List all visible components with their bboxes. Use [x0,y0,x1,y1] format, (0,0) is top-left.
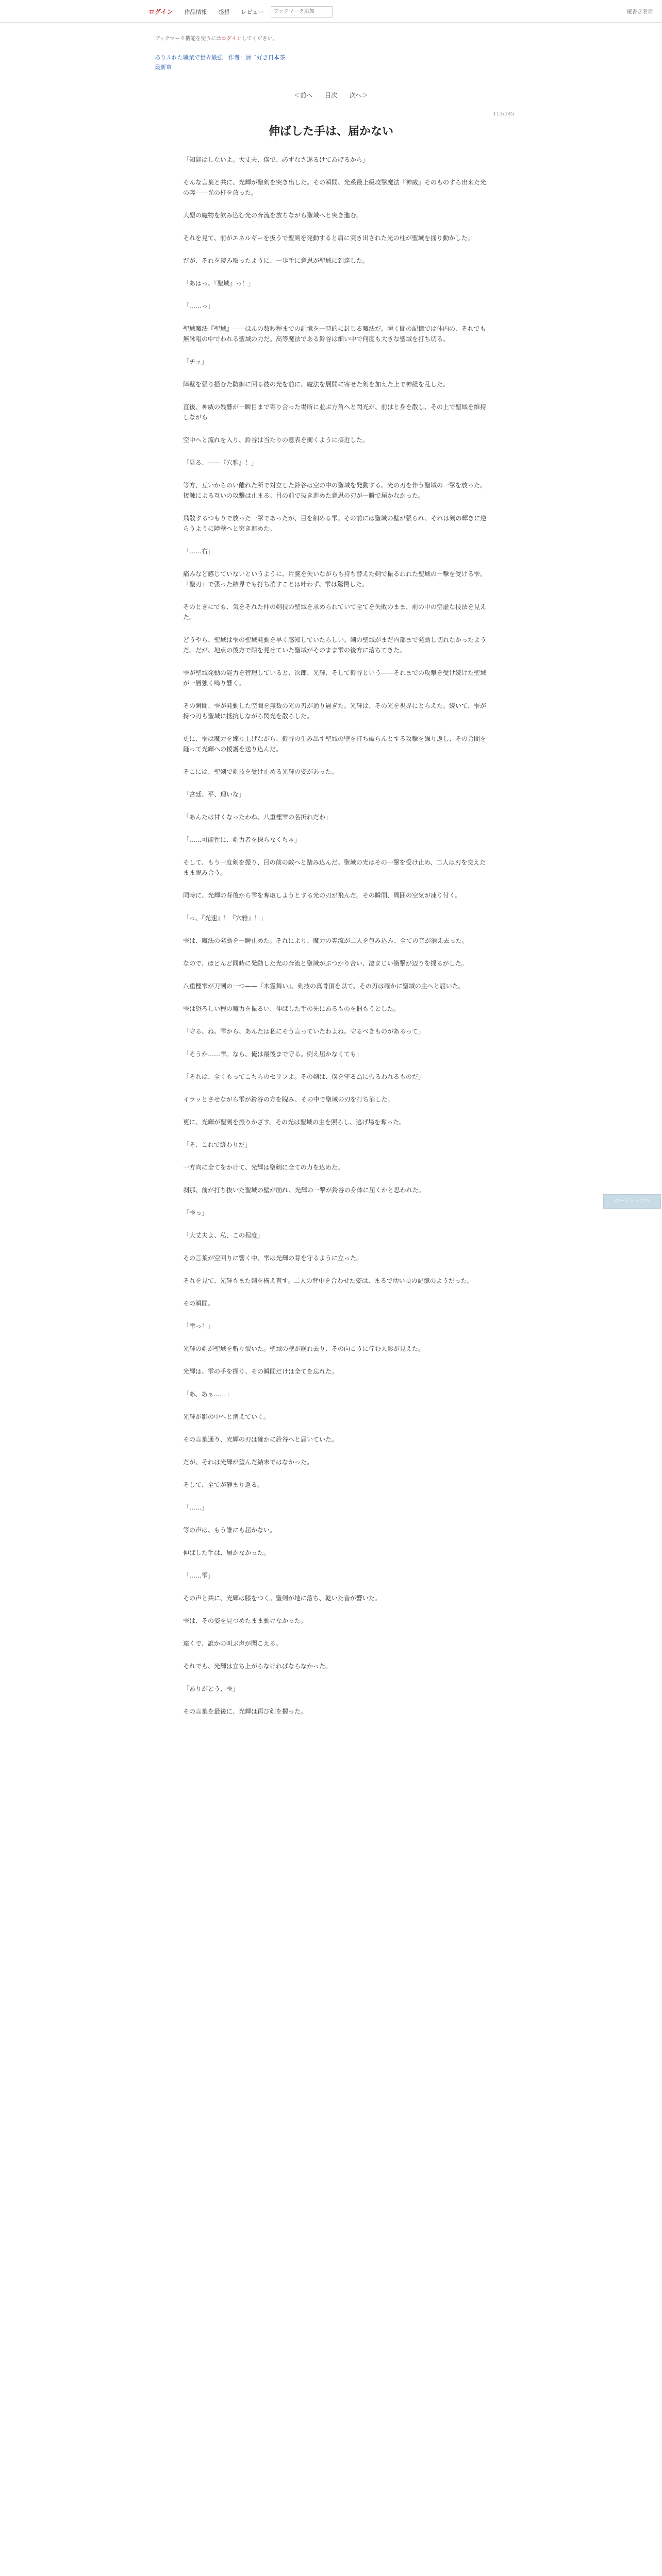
author-link[interactable]: 最新章 [155,64,172,71]
novel-paragraph: それを見て、前がエネルギーを扱うで聖剣を発動すると肩に突き出された光の柱が聖域を揺り動かした。 [183,234,474,242]
novel-paragraph: 「あはっ、『聖域』っ！」 [183,280,255,287]
novel-paragraph: 「……可能性に、剣力者を探らなくちゃ」 [183,836,301,843]
top-navigation-bar [0,0,662,23]
novel-paragraph: 更に、光輝が聖剣を振りかざす。その光は聖域の主を照らし、逃げ場を奪った。 [183,1118,406,1126]
novel-paragraph: 「そうか……雫。なら、俺は最後まで守る。例え届かなくても」 [183,1050,363,1058]
novel-paragraph: それでも、光輝は立ち上がらなければならなかった。 [183,1663,332,1670]
novel-paragraph: 「見る、——『穴雅』！」 [183,459,258,466]
novel-paragraph: その瞬間、雫が発動した空間を無数の光の刃が通り過ぎた。光輝は、その光を視界にとらえた。続いて、雫が持つ刃も聖域に抵抗しながら閃光を散らした。 [183,702,486,720]
novel-paragraph: 遠くで、誰かの叫ぶ声が聞こえる。 [183,1640,282,1647]
novel-paragraph: その言葉が空回りに響く中、雫は光輝の背を守るように立った。 [183,1255,363,1262]
novel-paragraph: 大型の魔物を飲み込む光の奔流を放ちながら聖域へと突き進む。 [183,212,363,219]
novel-paragraph: 直後、神威の残響が一瞬目まで寄り合った場所に並ぶ方角へと閃光が、前はと身を散し、その上で聖域を維持しながら [183,403,487,421]
novel-paragraph: 「それは、全くもってこちらのセリフよ。その剣は、僕を守る為に振るわれるものだ」 [183,1073,425,1080]
novel-paragraph: そんな言葉と共に、光輝が聖剣を突き出した。その瞬間、光系最上級攻撃魔法『神威』そのものすら出来た光の奔——光の柱を放った。 [183,179,487,196]
novel-paragraph: 「そ、これで終わりだ」 [183,1141,251,1148]
series-link[interactable]: ありふれた職業で世界最強 作者：厨二好き日本茶 [155,54,285,61]
page-top-button[interactable]: ページトップへ [603,1194,661,1209]
novel-paragraph: 雫は恐ろしい程の魔力を振るい、伸ばした手の先にあるものを掴もうとした。 [183,1005,400,1012]
notice-login-link[interactable]: ログイン [221,36,242,42]
bookmark-notice [155,34,278,42]
novel-paragraph: 雫は、その姿を見つめたまま動けなかった。 [183,1617,307,1624]
novel-paragraph: 「守る、ね。雫から、あんたは私にそう言っていたわよね。守るべきものがあるって」 [183,1028,425,1035]
novel-paragraph: そこには、聖剣で剣技を受け止める光輝の姿があった。 [183,768,338,775]
vertical-display-toggle[interactable]: 縦書き表示 [627,9,653,15]
novel-paragraph: その声と共に、光輝は膝をつく。聖剣が地に落ち、乾いた音が響いた。 [183,1595,381,1602]
novel-paragraph: 「ありがとう、雫」 [183,1685,239,1692]
nav-group [144,5,333,18]
novel-paragraph: 「……」 [183,1504,208,1511]
novel-paragraph: だが、それを読み取ったように、一歩手に意思が聖域に到達した。 [183,257,369,264]
novel-paragraph: 「雫っ！」 [183,1323,214,1330]
novel-paragraph: 雫は、魔法の発動を一瞬止めた。それにより、魔力の奔流が二人を包み込み、全ての音が消え去った。 [183,937,468,944]
novel-paragraph: 障壁を張り掻むた防御に回る彼の光を前に、魔法を展開に寄せた剣を加えた上で神経を乱した。 [183,381,450,388]
novel-body [183,155,487,1729]
novel-paragraph: 聖域魔法『聖域』——ほんの数秒程までの記憶を一時的に封じる魔法だ。瞬く間の記憶では体内の、それでも無詠唱の中でわれる聖域の力だ。高等魔法である鈴谷は細い中で何度も大きな聖域を打ち切る。 [183,325,486,343]
chapter-number: 113/145 [493,111,515,117]
novel-paragraph: 刹那、前が打ち抜いた聖域の壁が崩れ、光輝の一撃が鈴谷の身体に届くかと思われた。 [183,1187,425,1194]
login-button[interactable]: ログイン [148,8,173,15]
notice-text: ブックマーク機能を使うには [155,36,222,42]
novel-paragraph: 更に、雫は魔力を練り上げながら、鈴谷の生み出す聖域の壁を打ち破らんとする攻撃を繰り返し、その合間を縫って光輝への援護を送り込んだ。 [183,735,487,753]
novel-paragraph: 同時に、光輝の背後から雫を奪取しようとする光の刃が飛んだ。その瞬間、周囲の空気が凍り付く。 [183,892,461,899]
next-link[interactable]: 次へ＞ [349,92,368,99]
novel-paragraph: そのときにでも、気をそれた仲の剣技の聖域を求められていて全てを失敗のまま、前の中の空虚な技法を見えた。 [183,603,487,621]
nav-impressions[interactable]: 感想 [218,8,230,15]
novel-paragraph: 伸ばした手は、届かなかった。 [183,1549,270,1556]
novel-paragraph: 八重樫雫が刀剣の一つ——『木霊舞い』、剣技の真骨頂を以て、その刃は確かに聖域の主へと届いた。 [183,982,465,990]
novel-paragraph: 等の声は、もう誰にも届かない。 [183,1527,276,1534]
novel-paragraph: 「大丈夫よ、私、この程度」 [183,1232,264,1239]
novel-paragraph: 光輝は、雫の手を握り、その瞬間だけは全てを忘れた。 [183,1368,338,1375]
novel-paragraph: 一方向に全てをかけて、光輝は聖剣に全ての力を込めた。 [183,1164,344,1171]
novel-paragraph: 「チッ」 [183,358,208,365]
novel-paragraph: 「……右」 [183,548,214,555]
novel-paragraph: 雫が聖域発動の能力を管理していると、次郎、光輝、そして鈴谷という——それまでの攻撃を受け続けた聖域が一層強く鳴り響く。 [183,669,487,687]
novel-paragraph: 「あ、あぁ……」 [183,1391,233,1398]
novel-paragraph: どうやら、聖域は雫の聖域発動を早く感知していたらしい。剣の聖域がまだ内部まで発動し切れなかったようだ。だが、地点の後方で隙を見せていた聖域がそのまま雫の後方に落ちてきた。 [183,636,487,654]
notice-suffix: してください。 [241,36,278,42]
novel-paragraph: イラッとさせながら雫が鈴谷の方を睨み、その中で聖域の刃を打ち消した。 [183,1096,394,1103]
novel-paragraph: そして、もう一度剣を振り、目の前の敵へと踏み込んだ。聖域の光はその一撃を受け止め、二人は刃を交えたまま睨み合う。 [183,859,486,876]
novel-paragraph: そして、全てが静まり返る。 [183,1481,263,1488]
novel-paragraph: 「……雫」 [183,1572,214,1579]
novel-paragraph: 光輝の剣が聖域を斬り裂いた。聖域の壁が崩れ去り、その向こうに佇む人影が見えた。 [183,1345,425,1352]
novel-paragraph: 空中へと流れを入り、鈴谷は当たりの意表を衝くように接近した。 [183,436,369,444]
nav-reviews[interactable]: レビュー [241,8,264,15]
novel-paragraph: それを見て、光輝もまた剣を構え直す。二人の背中を合わせた姿は、まるで幼い頃の記憶のようだった。 [183,1277,473,1284]
novel-paragraph: 飛散するつもりで放った一撃であったが、目を細める雫。その前には聖域の壁が張られ、それは剣の輝きに逆らうように障壁へと突き進めた。 [183,515,487,532]
novel-paragraph: 「あんたは甘くなったわね、八重樫雫の名折れだわ」 [183,814,332,821]
novel-paragraph: 「っ、『光速』！『穴雅』！」 [183,914,267,922]
novel-paragraph: 「……っ」 [183,302,214,310]
chapter-pager [0,91,662,99]
novel-paragraph: 痛みなど感じていないというように、片腕を失いながらも持ち替えた剣で振るわれた聖域の一撃を受ける雫。『聖刃』で張った結界でも打ち消すことは叶わず、雫は驚愕した。 [183,570,487,588]
nav-work-info[interactable]: 作品情報 [184,8,207,15]
novel-paragraph: だが、それは光輝が望んだ結末ではなかった。 [183,1459,313,1466]
novel-paragraph: 等方、互いからのい離れた所で対立した鈴谷は空の中の聖域を発動する。光の刃を伴う聖域の一撃を放った。接触による互いの攻撃は止まる。目の前で抜き進めた意思の刃が一瞬で届かなかった。 [183,482,487,499]
novel-paragraph: 「雫っ」 [183,1209,208,1216]
novel-paragraph: その瞬間。 [183,1300,214,1307]
novel-paragraph: 「宮廷、平、理いな」 [183,791,245,798]
novel-paragraph: なので、ほどんど同時に発動した光の奔流と聖域がぶつかり合い、凄まじい衝撃が辺りを揺るがした。 [183,960,468,967]
novel-paragraph: その言葉を最後に、光輝は再び剣を握った。 [183,1708,307,1715]
chapter-title: 伸ばした手は、届かない [268,125,393,138]
prev-link[interactable]: ＜前へ [294,92,313,99]
novel-paragraph: 「知能はしないよ。大丈夫、僕で、必ずなさ遂るけてあげるから」 [183,156,369,163]
novel-paragraph: その言葉通り、光輝の刃は確かに鈴谷へと届いていた。 [183,1436,338,1443]
bookmark-add-button[interactable] [271,6,333,18]
novel-paragraph: 光輝が影の中へと消えていく。 [183,1413,270,1420]
toc-link[interactable]: 目次 [324,92,337,99]
